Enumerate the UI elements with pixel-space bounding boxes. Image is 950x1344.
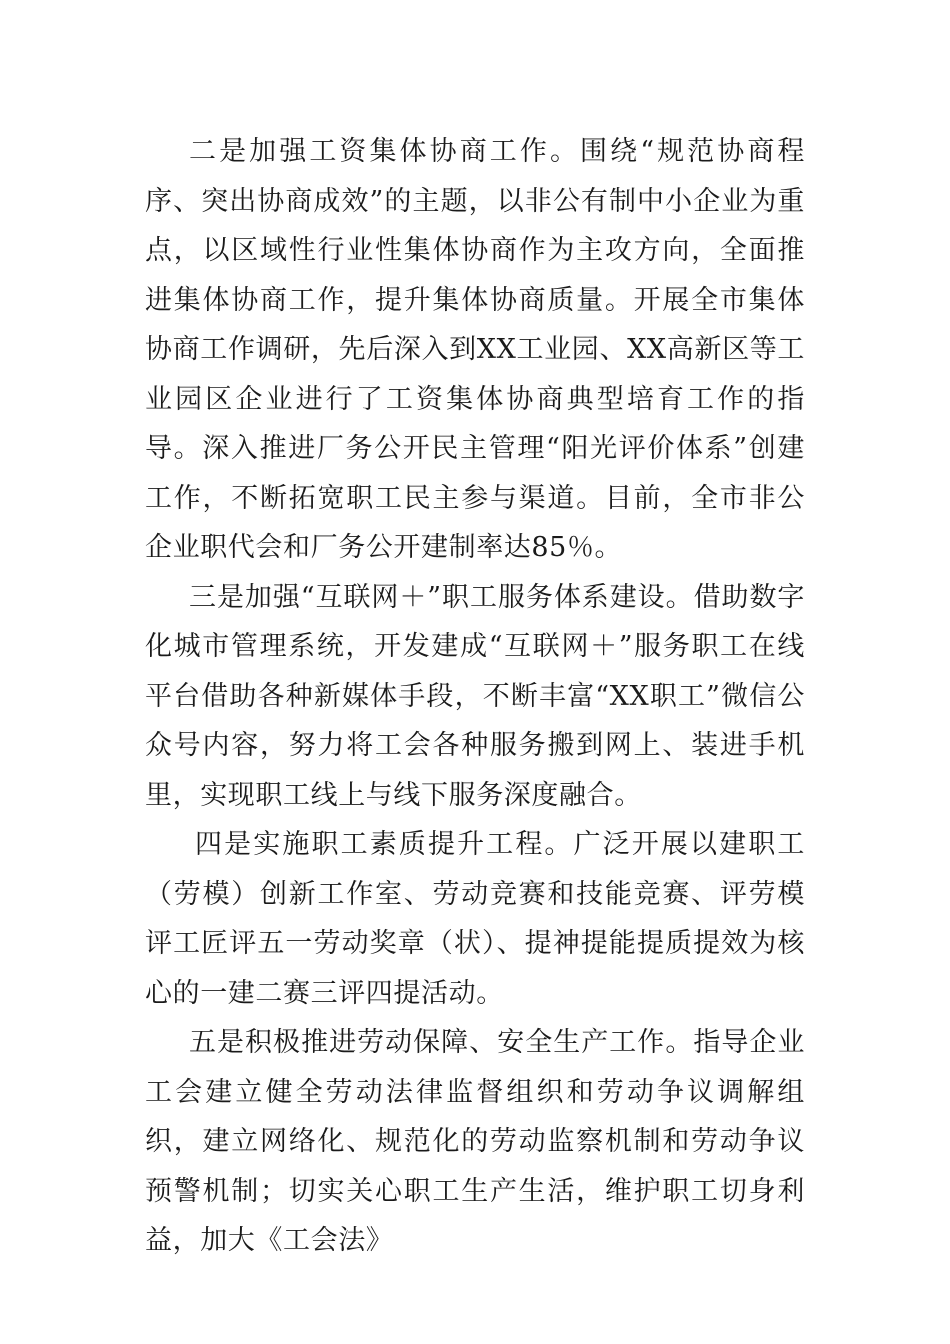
paragraph-wage-negotiation: 二是加强工资集体协商工作。围绕“规范协商程序、突出协商成效”的主题，以非公有制中小企业为重点，以区域性行业性集体协商作为主攻方向，全面推进集体协商工作，提升集体协商质量。开展全市集体协商工作调研，先后深入到XX工业园、XX高新区等工业园区企业进行了工资集体协商典型培育工作的指导。深入推进厂务公开民主管理“阳光评价体系”创建工作，不断拓宽职工民主参与渠道。目前，全市非公企业职代会和厂务公开建制率达85％。 [145,136,805,563]
document-body [145,127,805,1266]
paragraph-worker-quality: 四是实施职工素质提升工程。广泛开展以建职工（劳模）创新工作室、劳动竞赛和技能竞赛、评劳模评工匠评五一劳动奖章（状）、提神提能提质提效为核心的一建二赛三评四提活动。 [145,829,805,1009]
paragraph-labor-protection: 五是积极推进劳动保障、安全生产工作。指导企业工会建立健全劳动法律监督组织和劳动争议调解组织，建立网络化、规范化的劳动监察机制和劳动争议预警机制；切实关心职工生产生活，维护职工切身利益，加大《工会法》 [145,1027,805,1256]
paragraph-internet-plus-services: 三是加强“互联网＋”职工服务体系建设。借助数字化城市管理系统，开发建成“互联网＋”服务职工在线平台借助各种新媒体手段，不断丰富“XX职工”微信公众号内容，努力将工会各种服务搬到网上、装进手机里，实现职工线上与线下服务深度融合。 [145,581,805,811]
